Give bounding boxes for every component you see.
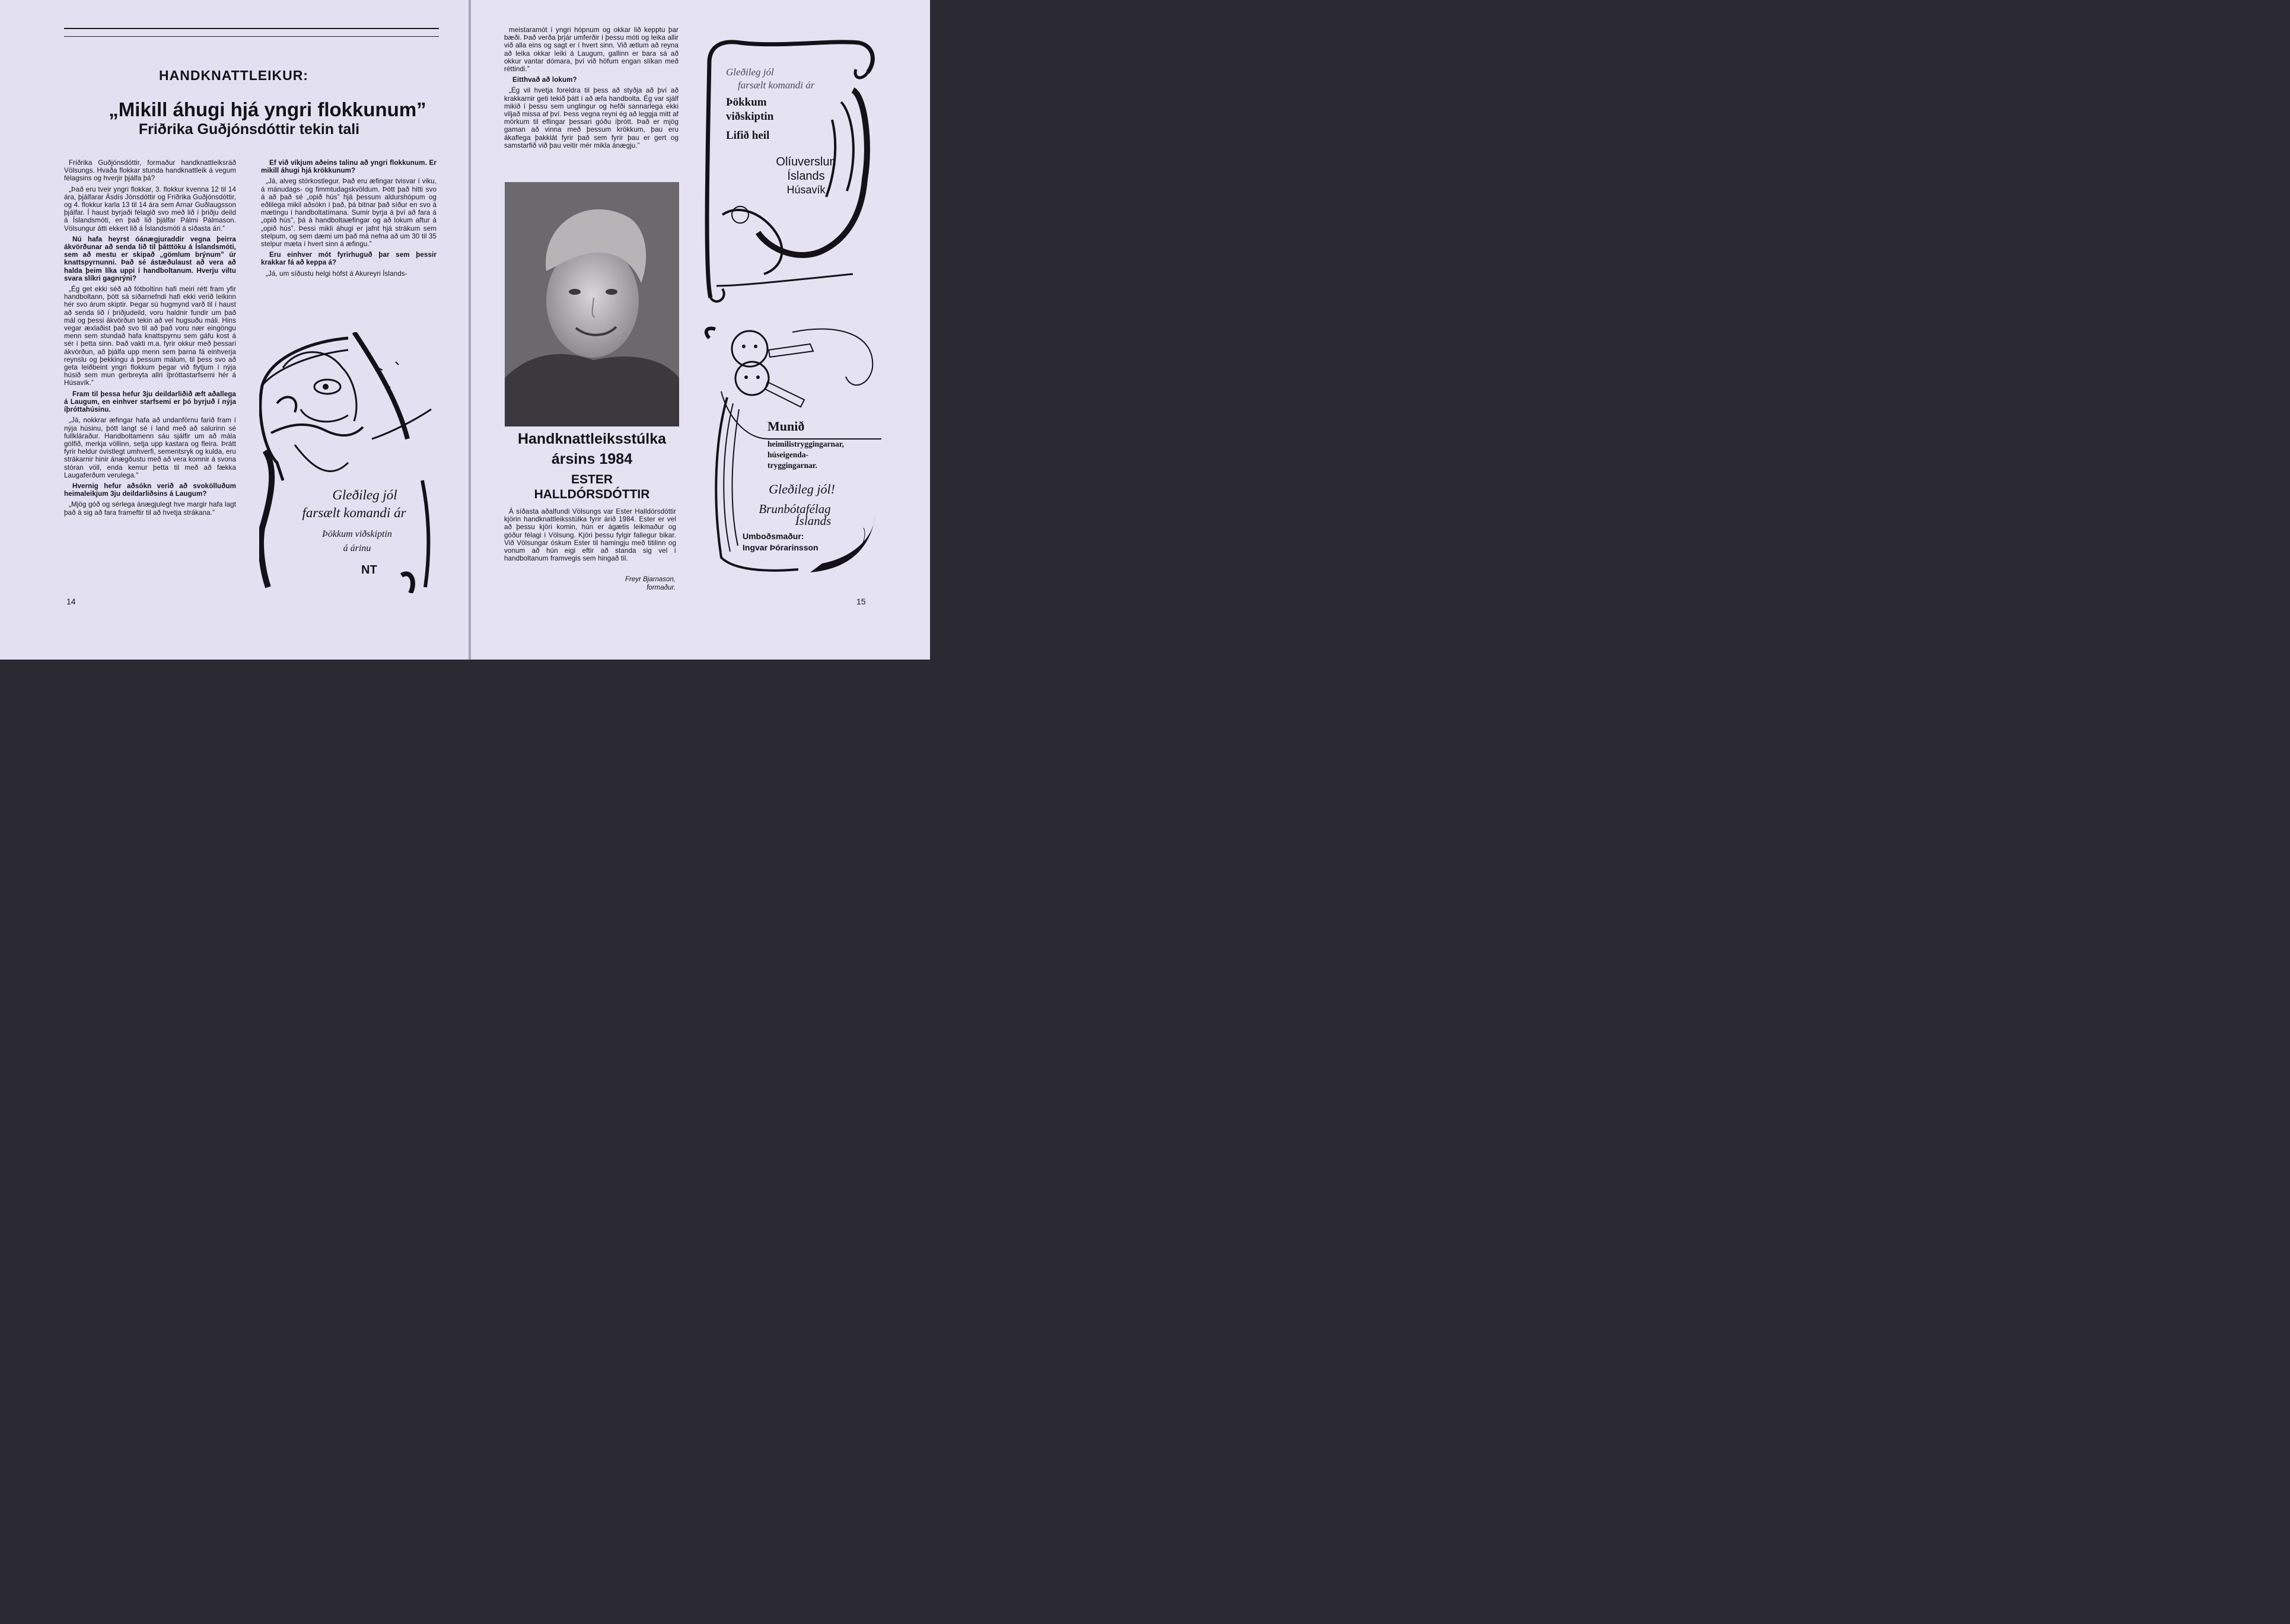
article-paragraph: „Já, nokkrar æfingar hafa að undanförnu farið fram í nýja húsinu, þótt langt sé í land með að salurinn sé fullkláraður. Handboltamenn sáu sjálfir um að mála gólfið, merkja völlinn, setja upp kastara og fleira. Þrátt fyrir heldur óvistlegt umhverfi, sementsryk og kulda, eru strákarnir hinir ánægðustu með að vera komnir á svona stóran völl, enda kemur þetta til með að fækka Laugaferðum verulega.”: [64, 416, 236, 479]
award-name-1: ESTER: [571, 473, 613, 486]
brunabot-greeting: Gleðileg jól!: [769, 482, 835, 496]
article-paragraph: „Já, alveg stórkostlegur. Það eru æfingar tvisvar í viku, á mánudags- og fimmtudagskvöldum. Þótt það hitti svo á að það sé „opið hús” hjá þessum aldurshópum og eðlilega mikil aðsókn í það, þá bitnar það síður en svo á mætingu í handboltatímana. Sumir byrja á því að fara á „opið hús”, þá á handboltaæfingar og að lokum aftur á „opið hús”. Þessi mikli áhugi er jafnt hjá strákum sem stelpum, og sem dæmi um það má nefna að um 30 til 35 stelpur mæta í hvert sinn á æfingu.”: [261, 177, 437, 249]
brunabot-line-2: húseigenda-: [767, 450, 809, 459]
article-paragraph: Friðrika Guðjónsdóttir, formaður handknattleiksráð Völsungs. Hvaða flokkar stunda handknattleik á vegum félagsins og hverjir þjálfa þá?: [64, 159, 236, 183]
nt-ad-thanks-2: á árinu: [343, 543, 371, 553]
brunabot-agent-label: Umboðsmaður:: [743, 531, 804, 541]
santa-illustration-icon: [259, 332, 437, 593]
article-paragraph: meistaramót í yngri hópnum og okkar lið kepptu þar bæði. Það verða þrjár umferðir í þessu móti og leika allir við alla eins og sagt er í hvert sinn. Við ætlum að reyna að leika okkar leiki á Laugum, gallinn er bara sá að okkur vantar dómara, því við höfum engan slíkan með réttindi.”: [504, 26, 679, 74]
nt-ad-thanks: Þökkum viðskiptin: [322, 529, 392, 539]
right-page: [471, 0, 930, 660]
nt-christmas-ad: [259, 332, 437, 593]
interview-question: Nú hafa heyrst óánægjuraddir vegna þeirra ákvörðunar að senda lið til þátttöku á Íslandsmóti, sem að mestu er skipað „gömlum brýnum” úr knattspyrnunni. Það sé ástæðulaust að vera að halda þeim líka uppi í handboltanum. Hverju viltu svara slíkri gagnrýni?: [64, 235, 236, 282]
article-paragraph: „Ég get ekki séð að fótboltinn hafi meiri rétt fram yfir handboltann, þótt sá síðarnefndi hafi ekki verið leikinn hér svo árum skiptir. Þegar sú hugmynd varð til í haust að senda lið í þriðjudeild, voru haldnir fundir um það mál og þessi ákvörðun tekin að vel hugsuðu máli. Hins vegar æxlaðist það svo til að það voru nær eingöngu menn sem stundað hafa knattspyrnu sem gáfu kost á sér í þetta sinn. Það vakti m.a. fyrir okkur með þessari ákvörðun, að þjálfa upp menn sem þarna fá einhverja reynslu og þekkingu á þessum málum, til þess svo að geta leiðbeint yngri flokkum þegar við flytjum í nýja húsið sem mun gerbreyta allri íþróttastarfsemi hér á Húsavík.”: [64, 285, 236, 387]
interview-question: Fram til þessa hefur 3ju deildarliðið æft aðallega á Laugum, en einhver starfsemi er þó byrjuð í nýja íþróttahúsinu.: [64, 390, 236, 414]
oliuverslun-greeting-2: farsælt komandi ár: [738, 79, 815, 91]
interview-question: Ef við víkjum aðeins talinu að yngri flokkunum. Er mikill áhugi hjá krökkunum?: [261, 159, 437, 175]
brunabot-munid: Munið: [767, 419, 805, 434]
top-rule-thin: [64, 36, 439, 37]
nt-ad-greeting-1: Gleðileg jól: [332, 488, 397, 502]
article-subhead: Friðrika Guðjónsdóttir tekin tali: [138, 121, 360, 138]
interview-question: Eru einhver mót fyrirhuguð þar sem þessir krakkar fá að keppa á?: [261, 251, 437, 267]
oliuverslun-ad: [705, 37, 880, 310]
oliuverslun-lifid: Lifið heil: [726, 129, 770, 142]
oliuverslun-company-1: Olíuverslun: [776, 155, 836, 168]
article-column-2: [261, 159, 437, 281]
award-title-1: Handknattleiksstúlka: [517, 431, 667, 447]
brunabot-line-1: heimilistryggingarnar,: [767, 440, 844, 448]
award-body: [504, 508, 676, 565]
nt-logo: NT: [361, 563, 377, 577]
brunabot-company-1: Brunbótafélag: [759, 502, 831, 516]
award-signature-role: formaður.: [646, 584, 676, 591]
article-paragraph: „Ég vil hvetja foreldra til þess að styðja að því að krakkarnir geti tekið þátt í að æfa handbolta. Ég var sjálf mikið í þessu sem unglingur og hefði sannarlega ekki viljað missa af því. Þess vegna reyni ég að leggja mitt af mörkum til eflingar þessari góðu íþrótt. Það er mjög gaman að vinna með þessum krökkum, þau eru ákaflega þakklát fyrir það sem fyrir þau er gert og samstarfið við þau veitir mér mikla ánægju.”: [504, 87, 679, 149]
left-page: [0, 0, 470, 660]
article-column-continued: [504, 26, 679, 152]
brunabot-line-3: tryggingarnar.: [767, 461, 817, 470]
interview-question: Eitthvað að lokum?: [512, 76, 577, 84]
award-title-2: ársins 1984: [551, 451, 633, 467]
article-paragraph: „Það eru tveir yngri flokkar, 3. flokkur kvenna 12 til 14 ára, þjálfarar Ásdís Jónsdóttir og Friðrika Guðjónsdóttir, og 4. flokkur karla 13 til 14 ára sem Arnar Guðlaugsson þjálfar. Í haust byrjaði félagið svo með lið í þriðju deild á Íslandsmóti, en það lið þjálfar Pálmi Pálmason. Völsungur átti ekkert lið á Íslandsmóti á síðasta ári.”: [64, 185, 236, 233]
top-rule: [64, 28, 439, 29]
article-paragraph: „Já, um síðustu helgi hófst á Akureyri Íslands-: [266, 269, 407, 278]
award-body-text: Á síðasta aðalfundi Völsungs var Ester Halldórsdóttir kjörin handknattleiksstúlka fyrir árið 1984. Ester er vel að þessu kjöri komin, hún er ágætis leikmaður og góður félagi í Völsung. Kjöri þessu fylgir fallegur bikar. Við Völsungar óskum Ester til hamingju með titilinn og vonum að hún eigi eftir að standa sig vel í handboltanum framvegis sem hingað til.: [504, 508, 676, 563]
brunabot-company-2: Íslands: [795, 514, 832, 528]
section-kicker: HANDKNATTLEIKUR:: [159, 68, 308, 83]
award-signature-name: Freyr Bjarnason,: [625, 576, 676, 583]
brunabot-agent-name: Ingvar Þórarinsson: [743, 543, 818, 552]
portrait-photo: [505, 182, 679, 426]
brunabot-ad: [703, 320, 881, 581]
nt-ad-greeting-2: farsælt komandi ár: [302, 505, 406, 520]
portrait-icon: [505, 182, 679, 426]
interview-question: Hvernig hefur aðsókn verið að svokölluðum heimaleikjum 3ju deildarliðsins á Laugum?: [64, 482, 236, 498]
page-number-left: 14: [66, 597, 76, 606]
oliuverslun-company-3: Húsavík: [786, 184, 826, 196]
oliuverslun-greeting-1: Gleðileg jól: [726, 66, 774, 78]
article-headline: „Mikill áhugi hjá yngri flokkunum”: [109, 98, 426, 120]
oliuverslun-thanks-1: Þökkum: [726, 96, 767, 109]
oliuverslun-company-2: Íslands: [787, 170, 825, 183]
oliuverslun-thanks-2: viðskiptin: [726, 110, 774, 123]
page-number-right: 15: [856, 597, 866, 606]
article-paragraph: „Mjög góð og sérlega ánægjulegt hve margir hafa lagt það á sig að fara frameftir til að hvetja strákana.”: [64, 501, 236, 517]
article-column-1: [64, 159, 236, 520]
award-name-2: HALLDÓRSDÓTTIR: [534, 488, 650, 501]
